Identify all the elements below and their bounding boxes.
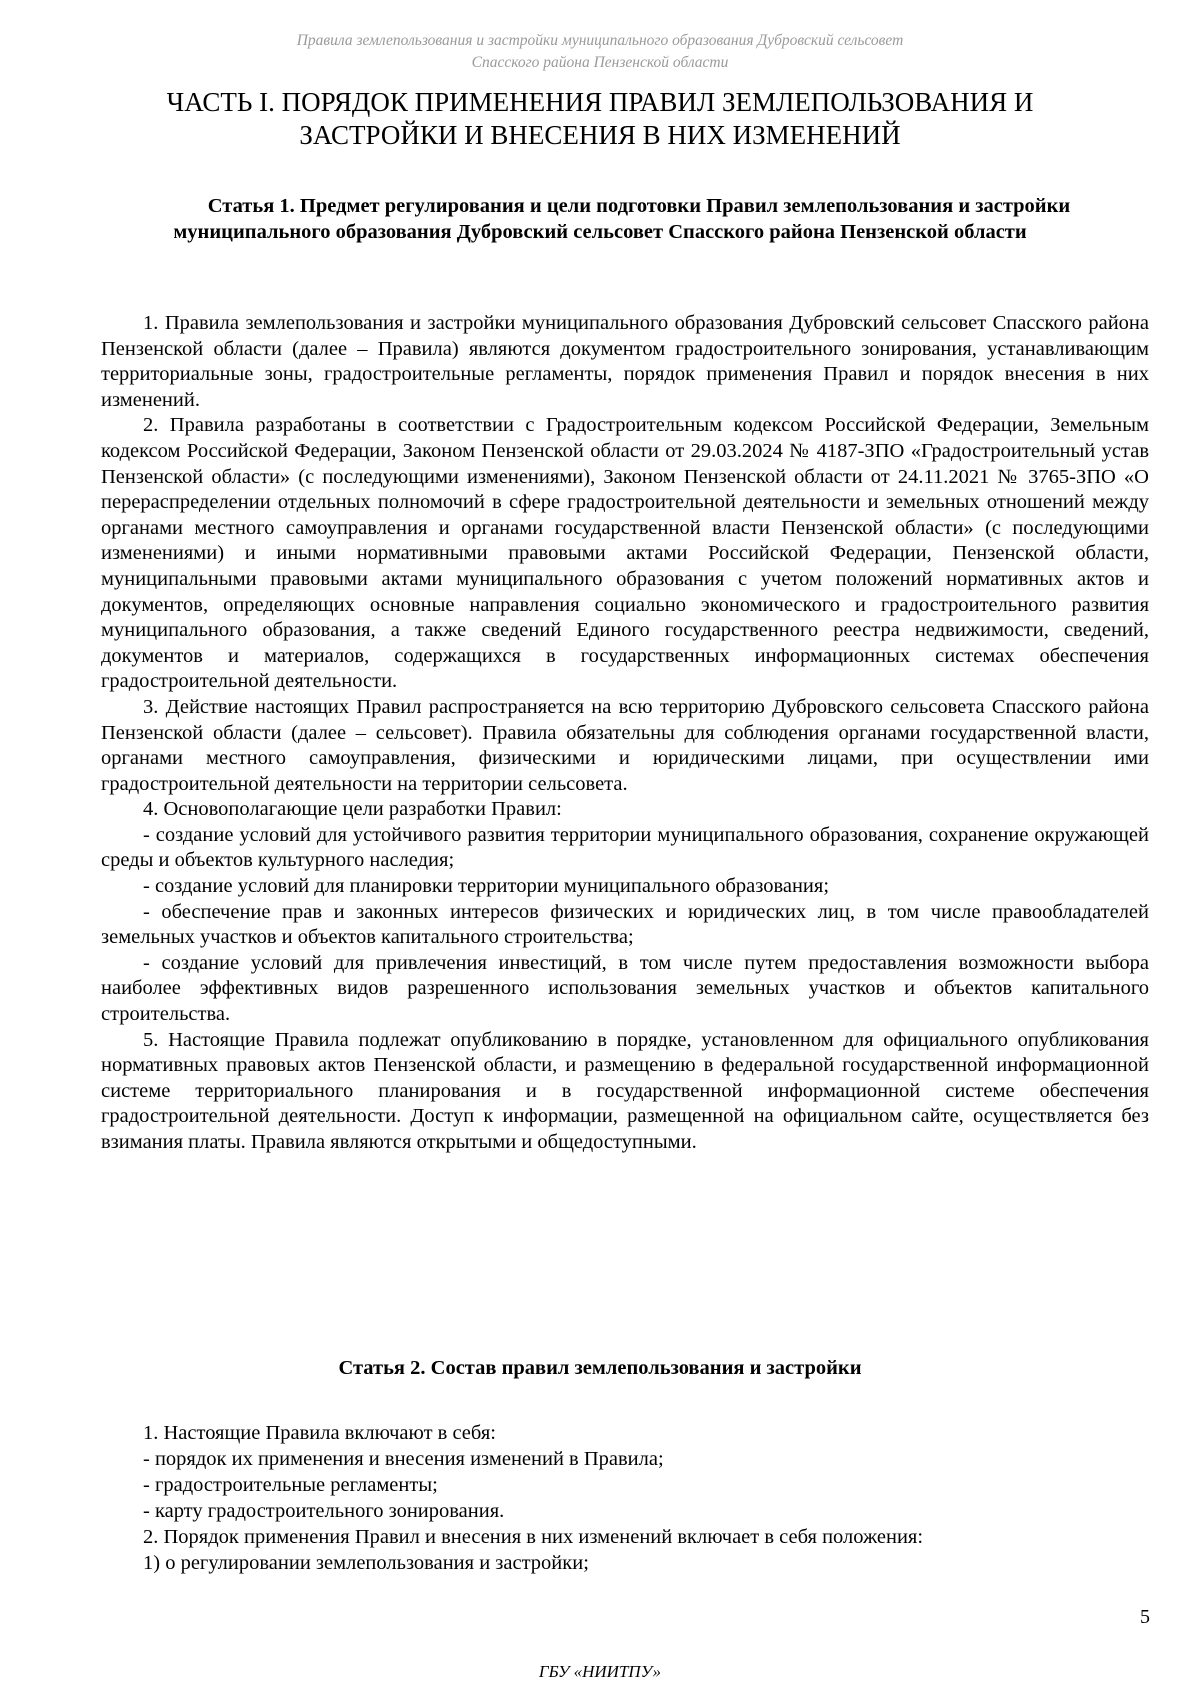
article-1-paragraph: - создание условий для планировки территории муниципального образования; [143, 875, 830, 898]
article-2-title: Статья 2. Состав правил землепользования и застройки [338, 1357, 862, 1379]
part-title-line-2: ЗАСТРОЙКИ И ВНЕСЕНИЯ В НИХ ИЗМЕНЕНИЙ [299, 120, 901, 150]
article-2-item: 1) о регулировании землепользования и застройки; [143, 1552, 589, 1574]
part-title [100, 86, 1100, 152]
article-2-item: - карту градостроительного зонирования. [143, 1500, 505, 1522]
article-1-paragraph: - создание условий для устойчивого развития территории муниципального образования, сохранение окружающей среды и объектов культурного наследия; [101, 823, 1149, 872]
article-1-paragraph: 3. Действие настоящих Правил распространяется на всю территорию Дубровского сельсовета Спасского района Пензенской области (далее – сельсовет). Правила обязательны для соблюдения органами государственной власти, органами местного самоуправления, физическими и юридическими лицами, при осуществлении ими градостроительной деятельности на территории сельсовета. [101, 695, 1149, 795]
part-title-line-1: ЧАСТЬ I. ПОРЯДОК ПРИМЕНЕНИЯ ПРАВИЛ ЗЕМЛЕПОЛЬЗОВАНИЯ И [166, 87, 1034, 117]
article-2-item: - градостроительные регламенты; [143, 1474, 438, 1496]
article-2-body [101, 1420, 1149, 1576]
article-1-paragraph: 1. Правила землепользования и застройки муниципального образования Дубровский сельсовет Спасского района Пензенской области (далее – Правила) являются документом градостроительного зонирования, устанавливающим территориальные зоны, градостроительные регламенты, порядок применения Правил и порядок внесения в них изменений. [101, 312, 1149, 411]
article-1-paragraph: - обеспечение прав и законных интересов физических и юридических лиц, в том числе правообладателей земельных участков и объектов капитального строительства; [101, 900, 1149, 949]
article-1-body [101, 311, 1149, 1156]
page-footer: ГБУ «НИИТПУ» [538, 1662, 662, 1681]
page-number: 5 [1140, 1606, 1150, 1628]
article-1-title-text: Статья 1. Предмет регулирования и цели подготовки Правил землепользования и застройки муниципального образования Дубровский сельсовет Спасского района Пензенской области [173, 195, 1071, 243]
running-header [0, 30, 1200, 74]
article-1-title [100, 193, 1100, 245]
running-header-line-2: Спасского района Пензенской области [471, 54, 729, 71]
article-1-paragraph: - создание условий для привлечения инвестиций, в том числе путем предоставления возможности выбора наиболее эффективных видов разрешенного использования земельных участков и объектов капитального строительства. [101, 951, 1149, 1026]
article-1-paragraph: 4. Основополагающие цели разработки Правил: [143, 798, 562, 821]
article-2-item: 1. Настоящие Правила включают в себя: [143, 1422, 496, 1444]
article-2-item: - порядок их применения и внесения изменений в Правила; [143, 1448, 664, 1470]
running-header-line-1: Правила землепользования и застройки муниципального образования Дубровский сельсовет [296, 32, 904, 49]
article-2-item: 2. Порядок применения Правил и внесения в них изменений включает в себя положения: [143, 1526, 924, 1548]
article-1-paragraph: 5. Настоящие Правила подлежат опубликованию в порядке, установленном для официального опубликования нормативных правовых актов Пензенской области, и размещению в федеральной государственной информационной системе территориального планирования и в государственной информационной системе обеспечения градостроительной деятельности. Доступ к информации, размещенной на официальном сайте, осуществляется без взимания платы. Правила являются открытыми и общедоступными. [101, 1028, 1149, 1153]
article-1-paragraph: 2. Правила разработаны в соответствии с Градостроительным кодексом Российской Федерации, Земельным кодексом Российской Федерации, Законом Пензенской области от 29.03.2024 № 4187-ЗПО «Градостроительный устав Пензенской области» (с последующими изменениями), Законом Пензенской области от 24.11.2021 № 3765-ЗПО «О перераспределении отдельных полномочий в сфере градостроительной деятельности и земельных отношений между органами местного самоуправления и органами государственной власти Пензенской области» (с последующими изменениями) и иными нормативными правовыми актами Российской Федерации, Пензенской области, муниципальными правовыми актами муниципального образования с учетом положений нормативных актов и документов, определяющих основные направления социально экономического и градостроительного развития муниципального образования, а также сведений Единого государственного реестра недвижимости, сведений, документов и материалов, содержащихся в государственных информационных системах обеспечения градостроительной деятельности. [101, 414, 1149, 693]
